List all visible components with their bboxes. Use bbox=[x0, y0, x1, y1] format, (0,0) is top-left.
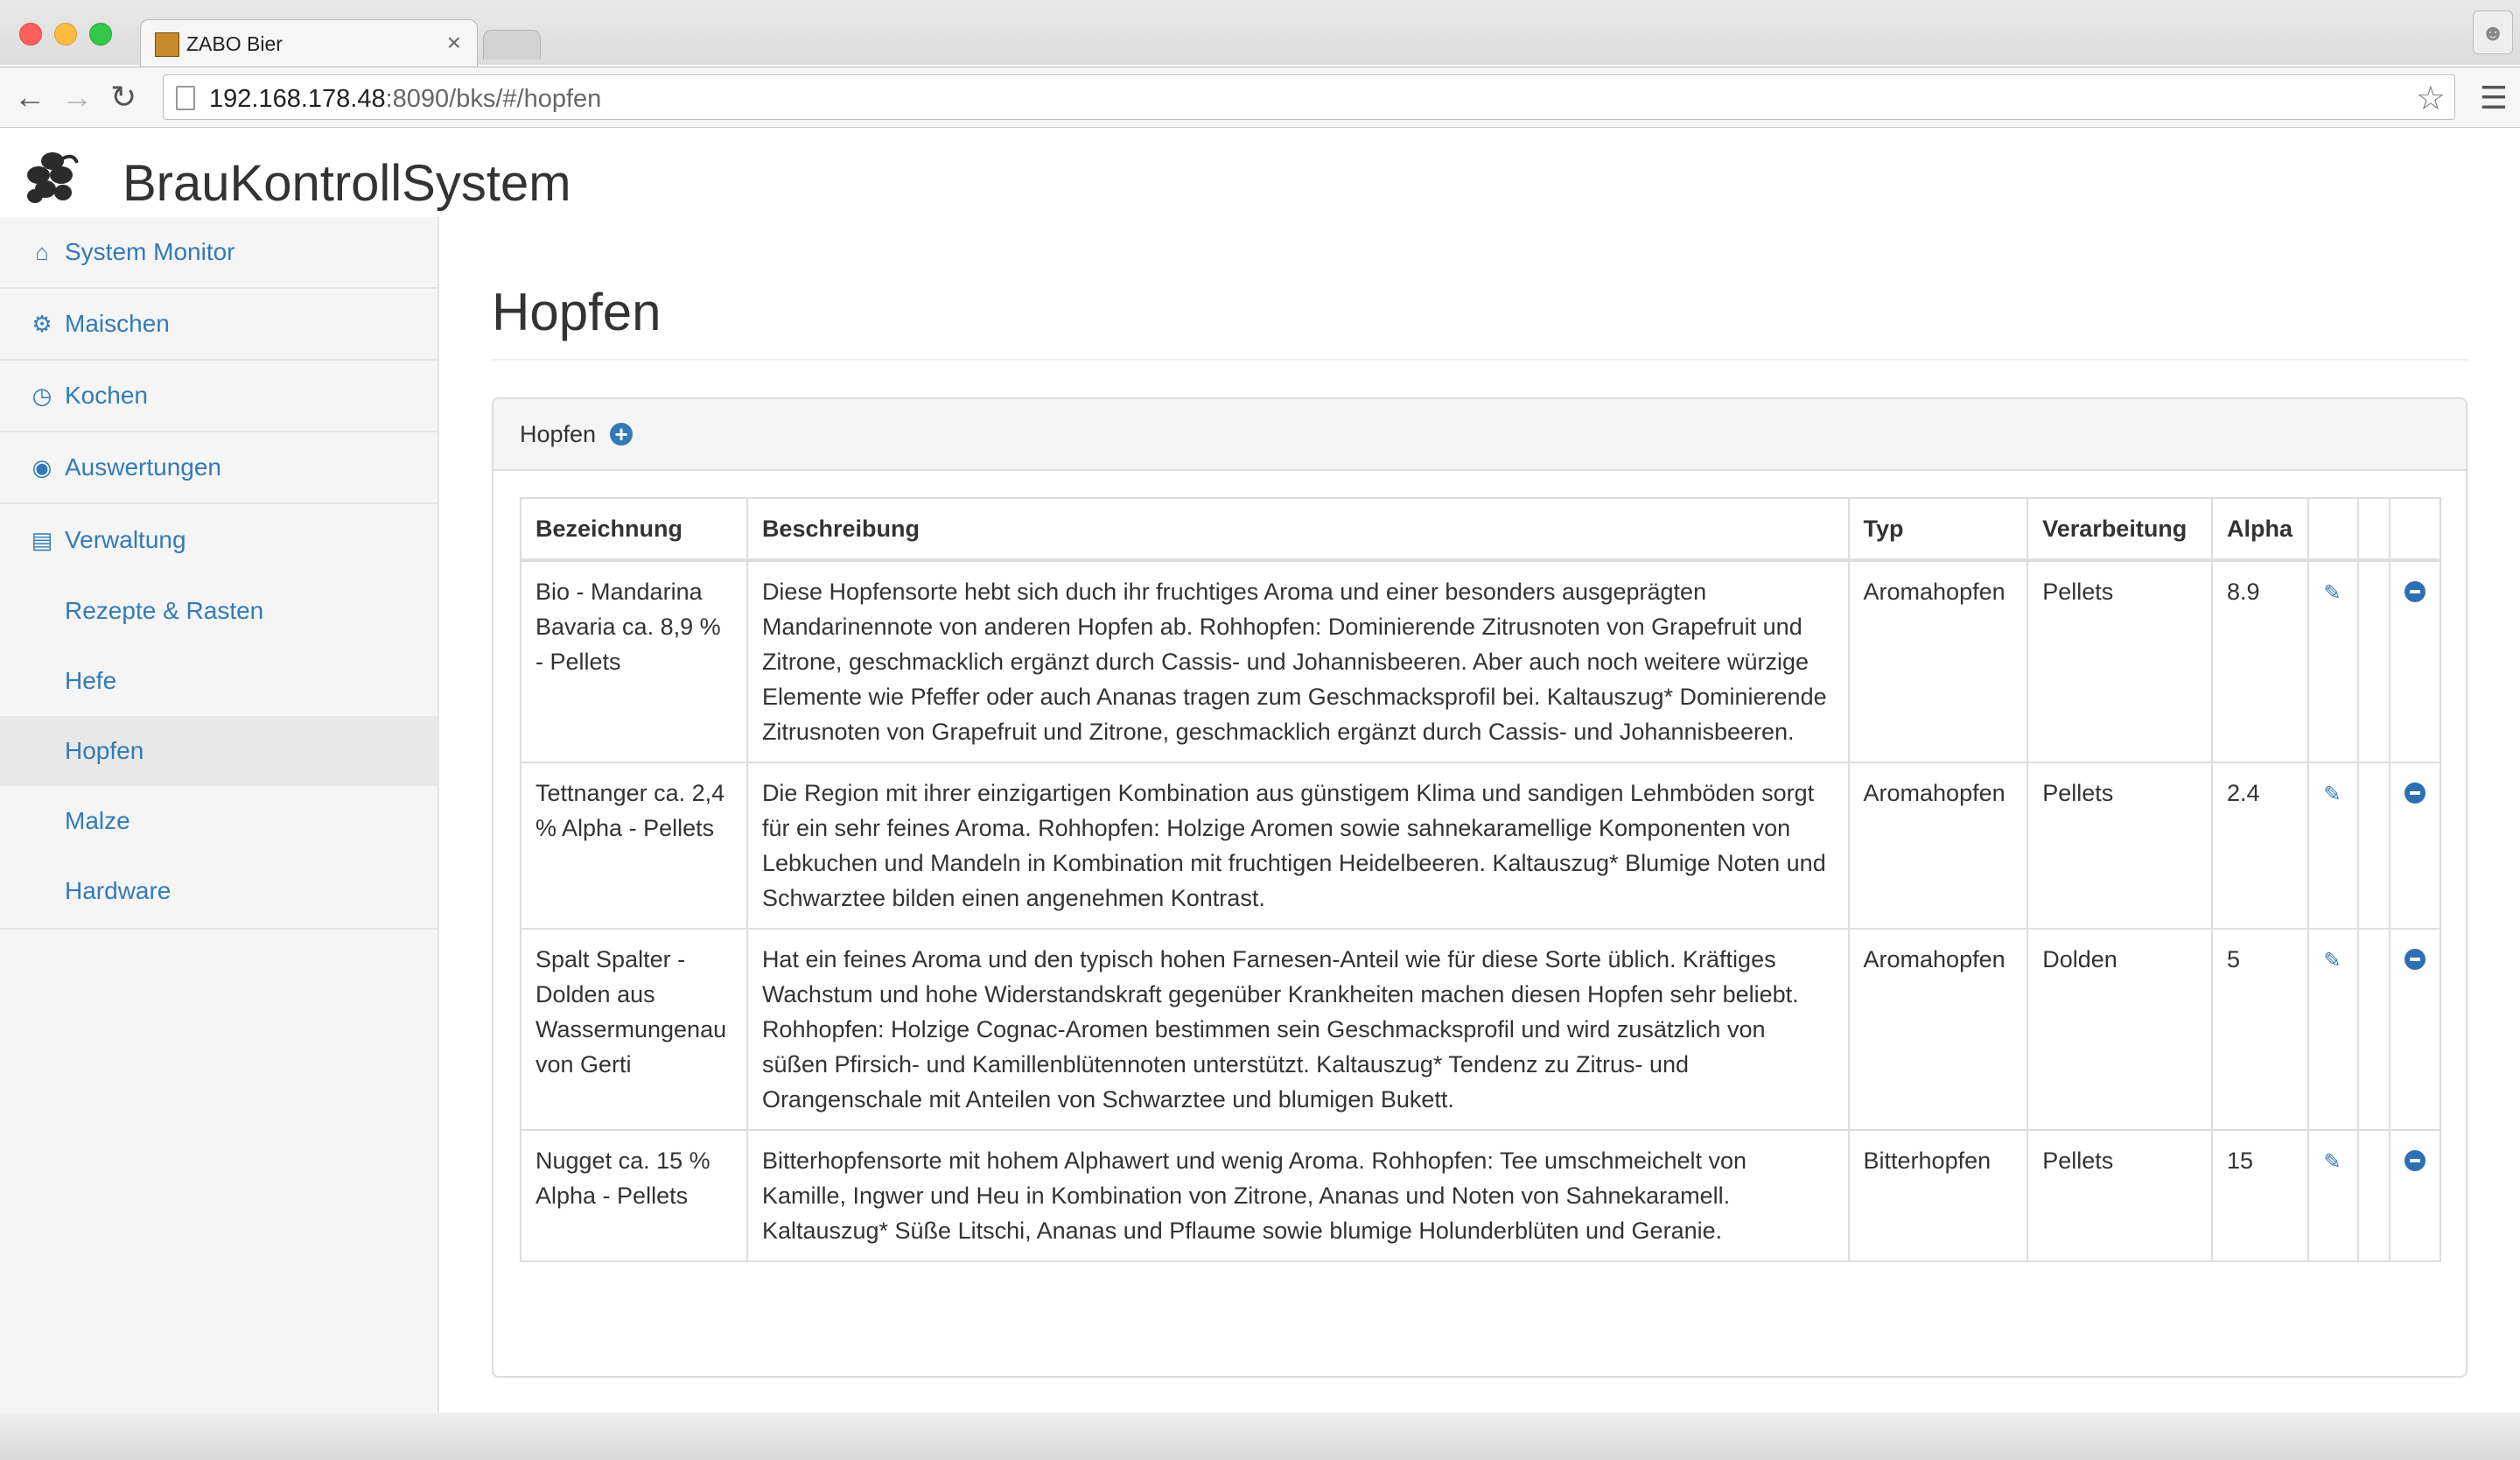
table-row bbox=[521, 762, 2440, 929]
minimize-window-button[interactable] bbox=[54, 23, 77, 46]
hopfen-panel bbox=[492, 397, 2468, 1378]
sidebar-item-label: Maischen bbox=[65, 310, 170, 337]
cell-spacer bbox=[2358, 762, 2390, 929]
sidebar-item-label: Kochen bbox=[65, 382, 148, 409]
cell-beschreibung: Die Region mit ihrer einzigartigen Kombination aus günstigem Klima und sandigen Lehmböden sorgt für ein sehr feines Aroma. Rohhopfen: Holzige Aromen sowie sahnekaramellige Komponenten von Lebkuchen und Mandeln in Kombination mit fruchtigen Heidelbeeren. Kaltauszug* Blumige Noten und Schwarztee bilden einen angenehmen Kontrast. bbox=[747, 762, 1849, 929]
page-icon bbox=[176, 86, 195, 110]
table-row bbox=[521, 1130, 2440, 1261]
column-header-typ: Typ bbox=[1849, 498, 2028, 560]
cell-typ: Aromahopfen bbox=[1849, 560, 2028, 762]
cell-verarbeitung: Pellets bbox=[2027, 762, 2212, 929]
sidebar-subitem-malze[interactable]: Malze bbox=[65, 807, 130, 834]
hopfen-table bbox=[520, 497, 2441, 1262]
edit-icon[interactable]: ✎ bbox=[2323, 581, 2342, 605]
hop-logo-icon bbox=[23, 151, 82, 205]
page-title: Hopfen bbox=[492, 283, 662, 341]
sidebar-subitem-hefe[interactable]: Hefe bbox=[65, 667, 117, 694]
cell-delete bbox=[2390, 762, 2440, 929]
forward-arrow-icon[interactable]: → bbox=[61, 79, 93, 115]
browser-toolbar bbox=[0, 67, 2520, 128]
column-header-verarbeitung: Verarbeitung bbox=[2027, 498, 2212, 560]
address-bar[interactable] bbox=[163, 74, 2455, 120]
panel-heading bbox=[494, 399, 2466, 471]
cell-typ: Aromahopfen bbox=[1849, 762, 2028, 929]
cell-edit bbox=[2308, 560, 2357, 762]
back-arrow-icon[interactable]: ← bbox=[14, 79, 46, 115]
cell-delete bbox=[2390, 929, 2440, 1130]
cell-verarbeitung: Pellets bbox=[2027, 560, 2212, 762]
sidebar-group-verwaltung bbox=[0, 504, 438, 930]
sidebar-item-system-monitor[interactable] bbox=[0, 217, 438, 289]
cell-bezeichnung: Spalt Spalter - Dolden aus Wassermungenau von Gerti bbox=[521, 929, 747, 1130]
maximize-window-button[interactable] bbox=[89, 23, 112, 46]
sidebar-subitem-hopfen[interactable]: Hopfen bbox=[0, 716, 438, 786]
cell-bezeichnung: Tettnanger ca. 2,4 % Alpha - Pellets bbox=[521, 762, 747, 929]
remove-circle-icon[interactable] bbox=[2404, 949, 2426, 970]
sidebar-subitem-hardware[interactable]: Hardware bbox=[65, 877, 172, 904]
table-row bbox=[521, 560, 2440, 762]
cell-beschreibung: Diese Hopfensorte hebt sich duch ihr fruchtiges Aroma und einer besonders ausgeprägten Mandarinennote von anderen Hopfen ab. Rohhopfen: Dominierende Zitrusnoten von Grapefruit und Zitrone, geschmacklich ergänzt durch Cassis- und Johannisbeeren. Aber auch noch weitere würzige Elemente wie Pfeffer oder auch Ananas tragen zum Geschmacksprofil bei. Kaltauszug* Dominierende Zitrusnoten von Grapefruit und Zitrone, geschmacklich ergänzt durch Cassis- und Johannisbeeren. bbox=[747, 560, 1849, 762]
cell-edit bbox=[2308, 929, 2357, 1130]
cell-beschreibung: Bitterhopfensorte mit hohem Alphawert und wenig Aroma. Rohhopfen: Tee umschmeichelt von Kamille, Ingwer und Heu in Kombination von Zitrone, Ananas und Noten von Sahnekaramell. Kaltauszug* Süße Litschi, Ananas und Pflaume sowie blumige Holunderblüten und Geranie. bbox=[747, 1130, 1849, 1261]
sidebar-item-maischen[interactable] bbox=[0, 289, 438, 361]
close-window-button[interactable] bbox=[19, 23, 42, 46]
sidebar bbox=[0, 217, 439, 1413]
cell-bezeichnung: Nugget ca. 15 % Alpha - Pellets bbox=[521, 1130, 747, 1261]
home-icon: ⌂ bbox=[35, 238, 49, 265]
cell-typ: Aromahopfen bbox=[1849, 929, 2028, 1130]
edit-icon[interactable]: ✎ bbox=[2323, 949, 2342, 972]
add-circle-icon[interactable]: + bbox=[610, 423, 633, 446]
list-icon: ▤ bbox=[31, 526, 53, 553]
tab-close-icon[interactable]: × bbox=[446, 29, 461, 56]
cell-spacer bbox=[2358, 560, 2390, 762]
edit-icon[interactable]: ✎ bbox=[2323, 1150, 2342, 1174]
cell-verarbeitung: Dolden bbox=[2027, 929, 2212, 1130]
table-header-row bbox=[521, 498, 2440, 560]
url-text[interactable]: 192.168.178.48:8090/bks/#/hopfen bbox=[209, 85, 602, 113]
browser-menu-icon[interactable]: ☰ bbox=[2479, 80, 2508, 116]
column-header-delete bbox=[2390, 498, 2440, 560]
cell-typ: Bitterhopfen bbox=[1849, 1130, 2028, 1261]
tab-title: ZABO Bier bbox=[186, 32, 283, 55]
dashboard-icon: ◉ bbox=[32, 453, 52, 481]
remove-circle-icon[interactable] bbox=[2404, 581, 2426, 602]
table-row bbox=[521, 929, 2440, 1130]
new-tab-button[interactable] bbox=[483, 30, 541, 60]
sidebar-item-label: Auswertungen bbox=[65, 453, 222, 481]
sidebar-item-auswertungen[interactable] bbox=[0, 432, 438, 504]
browser-tab[interactable] bbox=[140, 19, 478, 67]
browser-titlebar bbox=[0, 0, 2520, 65]
sidebar-item-verwaltung[interactable] bbox=[0, 504, 438, 576]
cell-bezeichnung: Bio - Mandarina Bavaria ca. 8,9 % - Pellets bbox=[521, 560, 747, 762]
cell-edit bbox=[2308, 762, 2357, 929]
sidebar-subitem-rezepte[interactable]: Rezepte & Rasten bbox=[65, 597, 264, 624]
column-header-bezeichnung: Bezeichnung bbox=[521, 498, 747, 560]
cell-verarbeitung: Pellets bbox=[2027, 1130, 2212, 1261]
app-brand[interactable]: BrauKontrollSystem bbox=[122, 155, 571, 212]
cogs-icon: ⚙ bbox=[32, 310, 52, 337]
title-divider bbox=[492, 359, 2468, 361]
remove-circle-icon[interactable] bbox=[2404, 1150, 2426, 1171]
column-header-edit bbox=[2308, 498, 2357, 560]
cell-delete bbox=[2390, 1130, 2440, 1261]
remove-circle-icon[interactable] bbox=[2404, 783, 2426, 804]
sidebar-item-kochen[interactable] bbox=[0, 361, 438, 432]
cell-spacer bbox=[2358, 929, 2390, 1130]
panel-title: Hopfen bbox=[520, 420, 597, 447]
sidebar-item-label: Verwaltung bbox=[65, 526, 186, 553]
column-header-beschreibung: Beschreibung bbox=[747, 498, 1849, 560]
column-header-spacer bbox=[2358, 498, 2390, 560]
profile-icon[interactable]: ☻ bbox=[2473, 11, 2513, 54]
cell-beschreibung: Hat ein feines Aroma und den typisch hohen Farnesen-Anteil wie für diese Sorte üblich. Kräftiges Wachstum und hohe Widerstandskraft gegenüber Krankheiten machen diesen Hopfen sehr beliebt. Rohhopfen: Holzige Cognac-Aromen bestimmen sein Geschmacksprofil und wird zusätzlich von süßen Pfirsich- und Kamillenblütennoten unterstützt. Kaltauszug* Tendenz zu Zitrus- und Orangenschale mit Anteilen von Schwarztee und blumigen Bukett. bbox=[747, 929, 1849, 1130]
sidebar-item-label: System Monitor bbox=[65, 238, 235, 265]
cell-edit bbox=[2308, 1130, 2357, 1261]
cell-alpha: 8.9 bbox=[2212, 560, 2308, 762]
cell-alpha: 2.4 bbox=[2212, 762, 2308, 929]
cell-alpha: 15 bbox=[2212, 1130, 2308, 1261]
reload-icon[interactable]: ↻ bbox=[110, 79, 137, 115]
favicon-icon bbox=[155, 32, 179, 57]
window-bottom-edge bbox=[0, 1413, 2520, 1460]
cell-spacer bbox=[2358, 1130, 2390, 1261]
clock-icon: ◷ bbox=[32, 382, 52, 409]
app-header bbox=[0, 130, 2520, 219]
bookmark-star-icon[interactable]: ☆ bbox=[2415, 81, 2446, 117]
edit-icon[interactable]: ✎ bbox=[2323, 783, 2342, 806]
cell-alpha: 5 bbox=[2212, 929, 2308, 1130]
column-header-alpha: Alpha bbox=[2212, 498, 2308, 560]
cell-delete bbox=[2390, 560, 2440, 762]
